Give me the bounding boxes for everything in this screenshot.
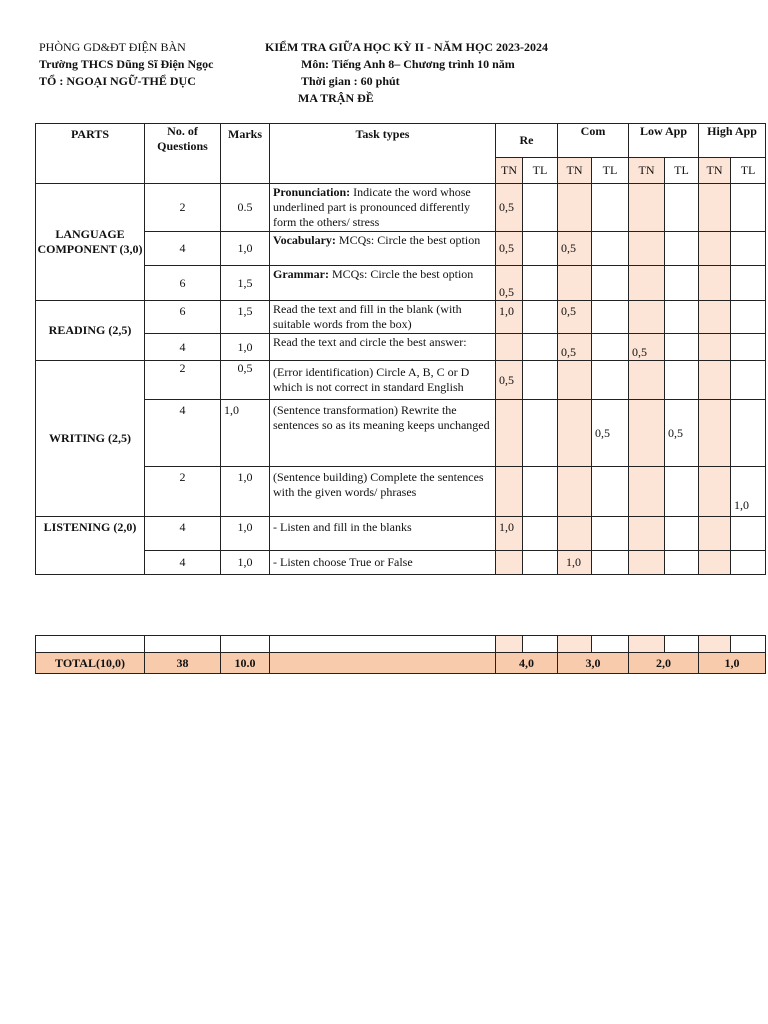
re-tl-cell bbox=[523, 232, 558, 266]
questions-cell: 2 bbox=[145, 184, 221, 232]
table-row bbox=[36, 301, 766, 334]
task-cell: - Listen and fill in the blanks bbox=[270, 517, 496, 551]
high-tl-cell bbox=[731, 334, 766, 361]
low-tn-cell bbox=[629, 184, 665, 232]
re-tn-cell: 0,5 bbox=[496, 361, 523, 400]
blank-cell bbox=[145, 636, 221, 653]
marks-cell: 1,5 bbox=[221, 301, 270, 334]
questions-cell: 4 bbox=[145, 232, 221, 266]
blank-cell bbox=[665, 636, 699, 653]
total-com: 3,0 bbox=[558, 653, 629, 674]
task-text: Indicate the word whose underlined part is pronounced differently form the others/ stress bbox=[273, 185, 471, 229]
re-tl-cell bbox=[523, 400, 558, 467]
re-tl-cell bbox=[523, 551, 558, 575]
questions-cell: 2 bbox=[145, 467, 221, 517]
low-tn-cell bbox=[629, 551, 665, 575]
re-tn-cell: 1,0 bbox=[496, 517, 523, 551]
re-tl-cell bbox=[523, 467, 558, 517]
questions-header: No. of Questions bbox=[145, 124, 221, 184]
level-header-re: Re bbox=[496, 124, 558, 158]
com-tn-cell bbox=[558, 467, 592, 517]
total-high-app: 1,0 bbox=[699, 653, 766, 674]
re-tn-cell: 0,5 bbox=[496, 266, 523, 301]
low-tn-cell bbox=[629, 301, 665, 334]
blank-cell bbox=[731, 636, 766, 653]
high-tl-cell bbox=[731, 517, 766, 551]
high-tl-cell: 1,0 bbox=[731, 467, 766, 517]
com-tl-cell bbox=[592, 467, 629, 517]
marks-header: Marks bbox=[221, 124, 270, 184]
high-tn-cell bbox=[699, 467, 731, 517]
com-tn-cell: 0,5 bbox=[558, 334, 592, 361]
com-tl-cell bbox=[592, 334, 629, 361]
blank-cell bbox=[496, 636, 523, 653]
marks-cell: 1,0 bbox=[221, 517, 270, 551]
low-tn-header: TN bbox=[629, 158, 665, 184]
total-re: 4,0 bbox=[496, 653, 558, 674]
re-tn-cell: 1,0 bbox=[496, 301, 523, 334]
task-label: Grammar: bbox=[273, 267, 329, 281]
part-language-component: LANGUAGE COMPONENT (3,0) bbox=[36, 184, 145, 301]
high-tn-cell bbox=[699, 361, 731, 400]
low-tl-cell: 0,5 bbox=[665, 400, 699, 467]
level-header-high-app: High App bbox=[699, 124, 766, 158]
level-header-com: Com bbox=[558, 124, 629, 158]
total-marks: 10.0 bbox=[221, 653, 270, 674]
table-row bbox=[36, 334, 766, 361]
com-tl-cell bbox=[592, 551, 629, 575]
re-tn-header: TN bbox=[496, 158, 523, 184]
re-tn-cell bbox=[496, 467, 523, 517]
marks-cell: 0.5 bbox=[221, 184, 270, 232]
table-row bbox=[36, 232, 766, 266]
marks-cell: 1,0 bbox=[221, 467, 270, 517]
part-listening: LISTENING (2,0) bbox=[36, 517, 145, 575]
re-tn-cell: 0,5 bbox=[496, 184, 523, 232]
high-tn-cell bbox=[699, 551, 731, 575]
com-tn-cell bbox=[558, 400, 592, 467]
subject-line: Môn: Tiếng Anh 8– Chương trình 10 năm bbox=[301, 57, 515, 71]
part-writing: WRITING (2,5) bbox=[36, 361, 145, 517]
group-name: TỔ : NGOẠI NGỮ-THỂ DỤC bbox=[39, 74, 196, 88]
com-tl-cell bbox=[592, 517, 629, 551]
high-tl-cell bbox=[731, 184, 766, 232]
re-tl-cell bbox=[523, 184, 558, 232]
high-tl-cell bbox=[731, 551, 766, 575]
high-tl-cell bbox=[731, 301, 766, 334]
level-header-low-app: Low App bbox=[629, 124, 699, 158]
low-tl-cell bbox=[665, 467, 699, 517]
table-row bbox=[36, 266, 766, 301]
com-tl-cell bbox=[592, 301, 629, 334]
total-questions: 38 bbox=[145, 653, 221, 674]
exam-header bbox=[265, 39, 548, 107]
task-label: Vocabulary: bbox=[273, 233, 336, 247]
high-tl-cell bbox=[731, 232, 766, 266]
re-tl-header: TL bbox=[523, 158, 558, 184]
task-cell: (Sentence transformation) Rewrite the sentences so as its meaning keeps unchanged bbox=[270, 400, 496, 467]
table-row bbox=[36, 517, 766, 551]
table-row bbox=[36, 400, 766, 467]
table-row bbox=[36, 467, 766, 517]
duration-line: Thời gian : 60 phút bbox=[301, 74, 400, 88]
task-types-header: Task types bbox=[270, 124, 496, 184]
task-cell bbox=[270, 232, 496, 266]
com-tn-cell: 0,5 bbox=[558, 301, 592, 334]
marks-cell: 1,0 bbox=[221, 400, 270, 467]
task-text: MCQs: Circle the best option bbox=[328, 267, 474, 281]
total-low-app: 2,0 bbox=[629, 653, 699, 674]
questions-cell: 4 bbox=[145, 551, 221, 575]
low-tl-cell bbox=[665, 551, 699, 575]
questions-cell: 4 bbox=[145, 334, 221, 361]
task-label: Pronunciation: bbox=[273, 185, 351, 199]
part-reading: READING (2,5) bbox=[36, 301, 145, 361]
high-tl-cell bbox=[731, 266, 766, 301]
com-tl-header: TL bbox=[592, 158, 629, 184]
table-row bbox=[36, 184, 766, 232]
high-tn-cell bbox=[699, 266, 731, 301]
re-tl-cell bbox=[523, 301, 558, 334]
blank-cell bbox=[629, 636, 665, 653]
total-task-cell bbox=[270, 653, 496, 674]
low-tl-cell bbox=[665, 184, 699, 232]
task-cell: Read the text and fill in the blank (with suitable words from the box) bbox=[270, 301, 496, 334]
task-cell: (Error identification) Circle A, B, C or D which is not correct in standard English bbox=[270, 361, 496, 400]
com-tn-cell bbox=[558, 517, 592, 551]
low-tn-cell: 0,5 bbox=[629, 334, 665, 361]
blank-cell bbox=[592, 636, 629, 653]
exam-matrix-table bbox=[35, 123, 766, 575]
low-tn-cell bbox=[629, 400, 665, 467]
questions-cell: 6 bbox=[145, 301, 221, 334]
com-tl-cell bbox=[592, 184, 629, 232]
task-cell: - Listen choose True or False bbox=[270, 551, 496, 575]
com-tl-cell bbox=[592, 232, 629, 266]
low-tn-cell bbox=[629, 361, 665, 400]
marks-cell: 1,0 bbox=[221, 334, 270, 361]
parts-header: PARTS bbox=[36, 124, 145, 184]
high-tn-cell bbox=[699, 517, 731, 551]
com-tn-cell: 1,0 bbox=[558, 551, 592, 575]
matrix-title: MA TRẬN ĐỀ bbox=[298, 91, 374, 105]
com-tn-cell bbox=[558, 184, 592, 232]
questions-cell: 4 bbox=[145, 400, 221, 467]
re-tl-cell bbox=[523, 517, 558, 551]
task-cell: (Sentence building) Complete the sentences with the given words/ phrases bbox=[270, 467, 496, 517]
school-header bbox=[39, 39, 213, 90]
exam-title: KIỂM TRA GIỮA HỌC KỲ II - NĂM HỌC 2023-2024 bbox=[265, 40, 549, 54]
com-tn-header: TN bbox=[558, 158, 592, 184]
low-tn-cell bbox=[629, 266, 665, 301]
task-cell bbox=[270, 184, 496, 232]
questions-cell: 4 bbox=[145, 517, 221, 551]
low-tn-cell bbox=[629, 232, 665, 266]
total-row bbox=[36, 653, 766, 674]
school-name: Trường THCS Dũng Sĩ Điện Ngọc bbox=[39, 57, 214, 71]
low-tl-cell bbox=[665, 266, 699, 301]
low-tl-cell bbox=[665, 334, 699, 361]
high-tn-cell bbox=[699, 301, 731, 334]
re-tn-cell bbox=[496, 551, 523, 575]
high-tn-cell bbox=[699, 232, 731, 266]
marks-cell: 1,0 bbox=[221, 232, 270, 266]
blank-cell bbox=[699, 636, 731, 653]
low-tn-cell bbox=[629, 467, 665, 517]
table-row bbox=[36, 361, 766, 400]
blank-cell bbox=[36, 636, 145, 653]
marks-cell: 1,0 bbox=[221, 551, 270, 575]
re-tl-cell bbox=[523, 334, 558, 361]
re-tn-cell: 0,5 bbox=[496, 232, 523, 266]
com-tl-cell bbox=[592, 361, 629, 400]
re-tn-cell bbox=[496, 334, 523, 361]
high-tl-cell bbox=[731, 400, 766, 467]
totals-table bbox=[35, 635, 766, 674]
marks-cell: 1,5 bbox=[221, 266, 270, 301]
header-row bbox=[36, 124, 766, 158]
high-tn-header: TN bbox=[699, 158, 731, 184]
department-name: PHÒNG GD&ĐT ĐIỆN BÀN bbox=[39, 40, 186, 54]
blank-row bbox=[36, 636, 766, 653]
low-tl-header: TL bbox=[665, 158, 699, 184]
total-label: TOTAL(10,0) bbox=[36, 653, 145, 674]
questions-cell: 2 bbox=[145, 361, 221, 400]
blank-cell bbox=[221, 636, 270, 653]
low-tl-cell bbox=[665, 301, 699, 334]
com-tl-cell bbox=[592, 266, 629, 301]
blank-cell bbox=[270, 636, 496, 653]
com-tn-cell: 0,5 bbox=[558, 232, 592, 266]
table-row bbox=[36, 551, 766, 575]
low-tn-cell bbox=[629, 517, 665, 551]
high-tn-cell bbox=[699, 400, 731, 467]
low-tl-cell bbox=[665, 232, 699, 266]
task-cell: Read the text and circle the best answer: bbox=[270, 334, 496, 361]
high-tn-cell bbox=[699, 334, 731, 361]
task-text: MCQs: Circle the best option bbox=[335, 233, 481, 247]
blank-cell bbox=[523, 636, 558, 653]
questions-cell: 6 bbox=[145, 266, 221, 301]
low-tl-cell bbox=[665, 361, 699, 400]
low-tl-cell bbox=[665, 517, 699, 551]
high-tl-cell bbox=[731, 361, 766, 400]
blank-cell bbox=[558, 636, 592, 653]
com-tn-cell bbox=[558, 266, 592, 301]
marks-cell: 0,5 bbox=[221, 361, 270, 400]
task-cell bbox=[270, 266, 496, 301]
re-tl-cell bbox=[523, 361, 558, 400]
high-tn-cell bbox=[699, 184, 731, 232]
re-tn-cell bbox=[496, 400, 523, 467]
com-tl-cell: 0,5 bbox=[592, 400, 629, 467]
high-tl-header: TL bbox=[731, 158, 766, 184]
com-tn-cell bbox=[558, 361, 592, 400]
re-tl-cell bbox=[523, 266, 558, 301]
